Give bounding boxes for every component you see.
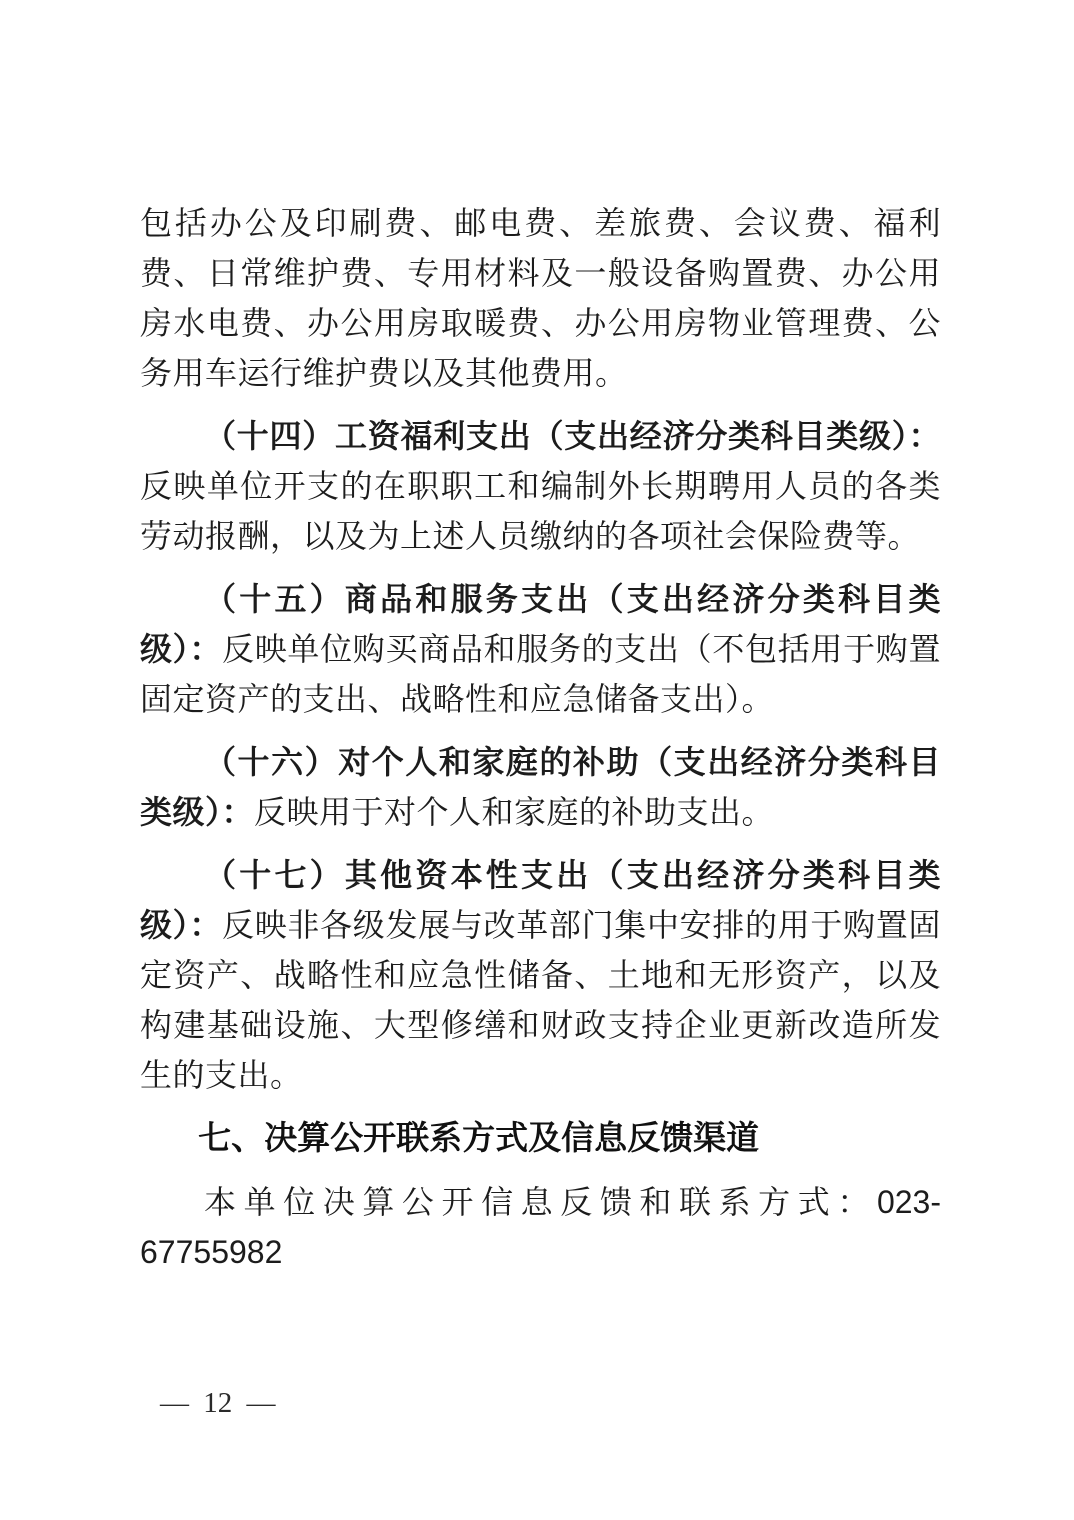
paragraph-item-15 <box>140 574 941 724</box>
page-number: — 12 — <box>160 1387 276 1419</box>
item-16-lead: （十六）对个人和家庭的补助（支出经济分类科目类级）： <box>140 744 941 830</box>
contact-phone-number: 023-67755982 <box>140 1184 941 1270</box>
item-15-body: 反映单位购买商品和服务的支出（不包括用于购置固定资产的支出、战略性和应急储备支出）。 <box>140 631 941 717</box>
item-15-lead: （十五）商品和服务支出（支出经济分类科目类级）： <box>140 581 941 667</box>
item-14-lead: （十四）工资福利支出（支出经济分类科目类级）： <box>204 418 941 454</box>
item-17-lead: （十七）其他资本性支出（支出经济分类科目类级）： <box>140 857 941 943</box>
item-17-body: 反映非各级发展与改革部门集中安排的用于购置固定资产、战略性和应急性储备、土地和无形资产，以及构建基础设施、大型修缮和财政支持企业更新改造所发生的支出。 <box>140 907 941 1093</box>
paragraph-item-14 <box>140 411 941 561</box>
document-body <box>140 198 941 1290</box>
section-heading-seven: 七、决算公开联系方式及信息反馈渠道 <box>198 1119 760 1156</box>
contact-line <box>140 1177 941 1277</box>
item-14-body: 反映单位开支的在职职工和编制外长期聘用人员的各类劳动报酬，以及为上述人员缴纳的各项社会保险费等。 <box>140 468 941 554</box>
page-footer <box>160 1381 276 1425</box>
contact-label: 本单位决算公开信息反馈和联系方式： <box>204 1184 877 1220</box>
paragraph-item-16 <box>140 737 941 837</box>
paragraph-expense-items-continuation: 包括办公及印刷费、邮电费、差旅费、会议费、福利费、日常维护费、专用材料及一般设备购置费、办公用房水电费、办公用房取暖费、办公用房物业管理费、公务用车运行维护费以及其他费用。 <box>140 205 941 391</box>
paragraph-item-17 <box>140 850 941 1100</box>
item-16-body: 反映用于对个人和家庭的补助支出。 <box>254 794 775 830</box>
